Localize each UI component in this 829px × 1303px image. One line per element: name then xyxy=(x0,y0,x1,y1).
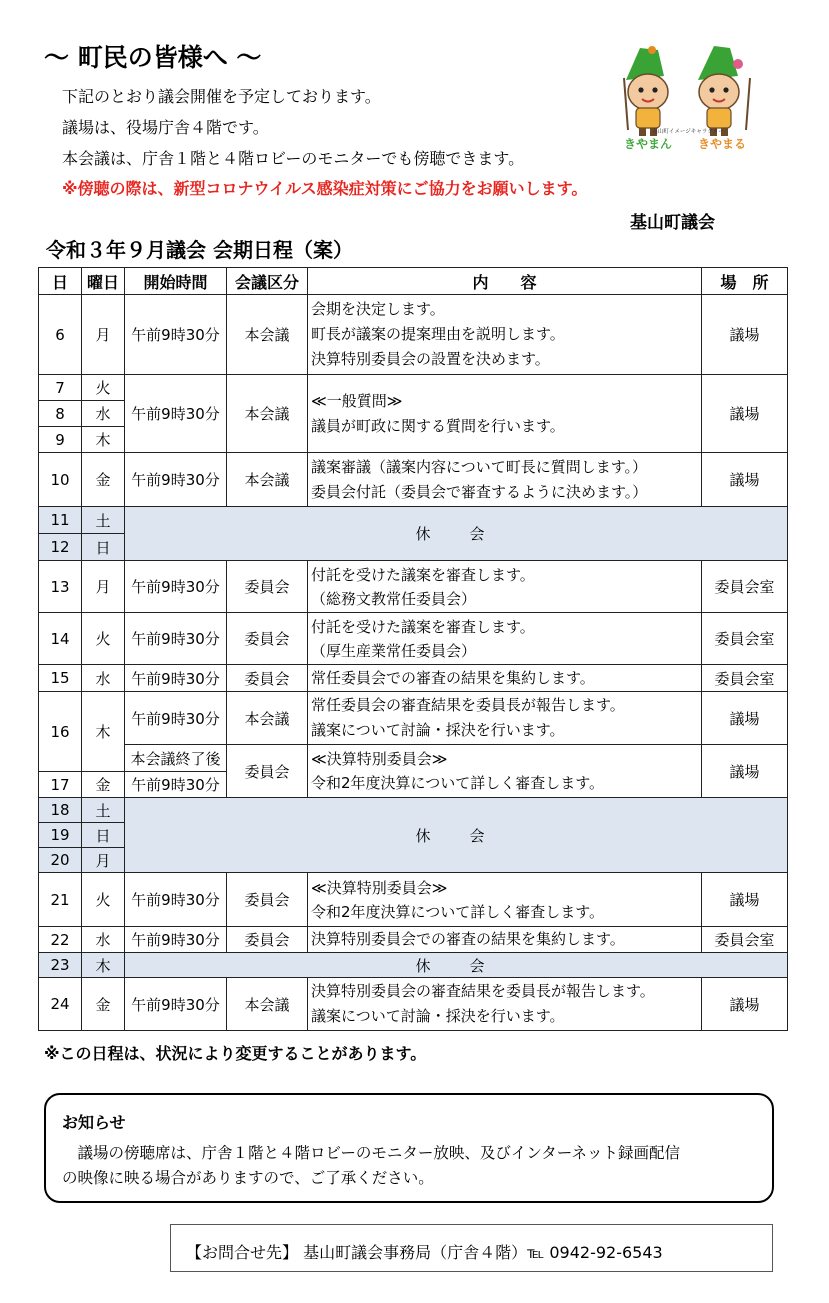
cell-day: 11 xyxy=(39,507,82,534)
mascot-caption: 基山町イメージキャラクター xyxy=(652,129,724,135)
cell-day: 22 xyxy=(39,927,82,953)
cell-day: 14 xyxy=(39,613,82,665)
cell-weekday: 火 xyxy=(82,375,125,401)
content-line: 議案について討論・採決を行います。 xyxy=(311,721,565,739)
cell-content xyxy=(308,561,702,613)
cell-type: 委員会 xyxy=(227,873,308,927)
cell-type: 委員会 xyxy=(227,665,308,692)
cell-type: 本会議 xyxy=(227,375,308,453)
content-line: 委員会付託（委員会で審査するように決めます。） xyxy=(311,482,648,501)
cell-weekday: 月 xyxy=(82,561,125,613)
cell-place: 議場 xyxy=(702,453,788,507)
table-row xyxy=(39,453,788,507)
cell-rest: 休 会 xyxy=(125,953,788,978)
cell-day: 10 xyxy=(39,453,82,507)
cell-time: 午前9時30分 xyxy=(125,453,227,507)
cell-weekday: 火 xyxy=(82,613,125,665)
cell-weekday: 金 xyxy=(82,978,125,1031)
intro-line: 下記のとおり議会開催を予定しております。 xyxy=(62,87,381,106)
content-line: 付託を受けた議案を審査します。 xyxy=(311,565,535,584)
table-row xyxy=(39,873,788,927)
cell-day: 23 xyxy=(39,953,82,978)
table-row xyxy=(39,375,788,401)
content-line: 議案審議（議案内容について町長に質問します。） xyxy=(311,457,648,476)
column-header-start-time: 開始時間 xyxy=(125,268,227,295)
cell-day: 16 xyxy=(39,692,82,772)
cell-day: 8 xyxy=(39,401,82,427)
mascot-kiyaman-icon xyxy=(624,46,668,136)
cell-time: 午前9時30分 xyxy=(125,613,227,665)
content-line: 町長が議案の提案理由を説明します。 xyxy=(311,325,565,343)
cell-time: 午前9時30分 xyxy=(125,561,227,613)
content-line: 議案について討論・採決を行います。 xyxy=(311,1007,565,1025)
cell-time: 午前9時30分 xyxy=(125,692,227,745)
cell-place: 委員会室 xyxy=(702,927,788,953)
cell-day: 18 xyxy=(39,798,82,823)
cell-weekday: 木 xyxy=(82,427,125,453)
cell-time: 午前9時30分 xyxy=(125,873,227,927)
schedule-table xyxy=(38,267,788,1031)
cell-day: 24 xyxy=(39,978,82,1031)
cell-day: 13 xyxy=(39,561,82,613)
content-line: ≪一般質問≫ xyxy=(311,391,403,410)
table-row xyxy=(39,295,788,375)
intro-line: 議場は、役場庁舎４階です。 xyxy=(62,118,269,137)
table-row xyxy=(39,978,788,1031)
cell-place: 議場 xyxy=(702,745,788,798)
cell-place: 議場 xyxy=(702,375,788,453)
table-row xyxy=(39,953,788,978)
cell-type: 委員会 xyxy=(227,745,308,798)
contact-text: 【お問合せ先】 基山町議会事務局（庁舎４階）℡ 0942-92-6543 xyxy=(186,1243,663,1262)
cell-place: 委員会室 xyxy=(702,613,788,665)
cell-type: 本会議 xyxy=(227,692,308,745)
table-row xyxy=(39,745,788,772)
table-row xyxy=(39,561,788,613)
cell-content xyxy=(308,295,702,375)
page-heading: ～ 町民の皆様へ ～ xyxy=(44,43,262,72)
info-text-line: 議場の傍聴席は、庁舎１階と４階ロビーのモニター放映、及びインターネット録画配信 xyxy=(62,1144,680,1162)
cell-day: 15 xyxy=(39,665,82,692)
mascot-kiyamaru-icon xyxy=(698,46,750,136)
cell-weekday: 日 xyxy=(82,823,125,848)
column-header-place: 場 所 xyxy=(702,268,788,295)
cell-day: 20 xyxy=(39,848,82,873)
column-header-day: 日 xyxy=(39,268,82,295)
cell-weekday: 木 xyxy=(82,953,125,978)
table-row xyxy=(39,613,788,665)
cell-place: 議場 xyxy=(702,295,788,375)
cell-place: 委員会室 xyxy=(702,665,788,692)
cell-type: 本会議 xyxy=(227,978,308,1031)
table-row xyxy=(39,692,788,745)
content-line: 会期を決定します。 xyxy=(311,300,445,318)
mascot-name-kiyamaru: きやまる xyxy=(697,137,747,151)
cell-type: 本会議 xyxy=(227,295,308,375)
column-header-content: 内 容 xyxy=(308,268,702,295)
cell-day: 17 xyxy=(39,772,82,798)
column-header-weekday: 曜日 xyxy=(82,268,125,295)
info-title: お知らせ xyxy=(62,1113,126,1132)
cell-time: 午前9時30分 xyxy=(125,927,227,953)
cell-rest: 休 会 xyxy=(125,507,788,561)
cell-content: 決算特別委員会での審査の結果を集約します。 xyxy=(308,927,702,953)
schedule-footnote: ※この日程は、状況により変更することがあります。 xyxy=(44,1044,427,1063)
cell-weekday: 金 xyxy=(82,772,125,798)
cell-content xyxy=(308,745,702,798)
mascot-illustration xyxy=(618,40,758,160)
content-line: ≪決算特別委員会≫ xyxy=(311,878,448,897)
cell-content xyxy=(308,453,702,507)
content-line: 令和2年度決算について詳しく審査します。 xyxy=(311,774,605,792)
cell-place: 議場 xyxy=(702,873,788,927)
cell-type: 本会議 xyxy=(227,453,308,507)
cell-type: 委員会 xyxy=(227,613,308,665)
cell-weekday: 月 xyxy=(82,848,125,873)
cell-content: 常任委員会での審査の結果を集約します。 xyxy=(308,665,702,692)
cell-weekday: 月 xyxy=(82,295,125,375)
cell-day: 9 xyxy=(39,427,82,453)
cell-time: 午前9時30分 xyxy=(125,665,227,692)
cell-weekday: 土 xyxy=(82,798,125,823)
cell-weekday: 土 xyxy=(82,507,125,534)
content-line: 決算特別委員会の審査結果を委員長が報告します。 xyxy=(311,982,655,1000)
cell-weekday: 日 xyxy=(82,534,125,561)
cell-weekday: 水 xyxy=(82,401,125,427)
info-text-line: の映像に映る場合がありますので、ご了承ください。 xyxy=(62,1169,434,1187)
table-row xyxy=(39,927,788,953)
cell-weekday: 金 xyxy=(82,453,125,507)
cell-place: 委員会室 xyxy=(702,561,788,613)
cell-type: 委員会 xyxy=(227,561,308,613)
schedule-title: 令和３年９月議会 会期日程（案） xyxy=(46,238,353,262)
column-header-meeting-type: 会議区分 xyxy=(227,268,308,295)
cell-place: 議場 xyxy=(702,692,788,745)
cell-content xyxy=(308,613,702,665)
intro-line: 本会議は、庁舎１階と４階ロビーのモニターでも傍聴できます。 xyxy=(62,149,525,168)
content-line: 決算特別委員会の設置を決めます。 xyxy=(311,350,550,368)
cell-weekday: 木 xyxy=(82,692,125,772)
content-line: 付託を受けた議案を審査します。 xyxy=(311,617,535,636)
cell-weekday: 水 xyxy=(82,927,125,953)
content-line: 議員が町政に関する質問を行います。 xyxy=(311,416,565,435)
content-line: （総務文教常任委員会） xyxy=(311,589,477,608)
cell-content xyxy=(308,873,702,927)
content-line: （厚生産業常任委員会） xyxy=(311,641,477,660)
cell-day: 6 xyxy=(39,295,82,375)
cell-day: 21 xyxy=(39,873,82,927)
table-header-row xyxy=(39,268,788,295)
cell-place: 議場 xyxy=(702,978,788,1031)
cell-rest: 休 会 xyxy=(125,798,788,873)
cell-time: 午前9時30分 xyxy=(125,978,227,1031)
cell-time: 午前9時30分 xyxy=(125,295,227,375)
organization-name: 基山町議会 xyxy=(630,213,715,233)
table-row xyxy=(39,665,788,692)
mascot-name-kiyaman: きやまん xyxy=(623,137,673,151)
cell-type: 委員会 xyxy=(227,927,308,953)
table-row xyxy=(39,507,788,534)
cell-content xyxy=(308,978,702,1031)
content-line: 令和2年度決算について詳しく審査します。 xyxy=(311,902,605,921)
table-row xyxy=(39,798,788,823)
cell-day: 7 xyxy=(39,375,82,401)
cell-day: 19 xyxy=(39,823,82,848)
cell-time: 午前9時30分 xyxy=(125,772,227,798)
cell-content xyxy=(308,375,702,453)
cell-weekday: 火 xyxy=(82,873,125,927)
cell-time: 本会議終了後 xyxy=(125,745,227,772)
cell-time: 午前9時30分 xyxy=(125,375,227,453)
content-line: 常任委員会の審査結果を委員長が報告します。 xyxy=(311,696,625,714)
cell-day: 12 xyxy=(39,534,82,561)
content-line: ≪決算特別委員会≫ xyxy=(311,750,448,768)
cell-content xyxy=(308,692,702,745)
covid-notice: ※傍聴の際は、新型コロナウイルス感染症対策にご協力をお願いします。 xyxy=(62,179,588,198)
cell-weekday: 水 xyxy=(82,665,125,692)
